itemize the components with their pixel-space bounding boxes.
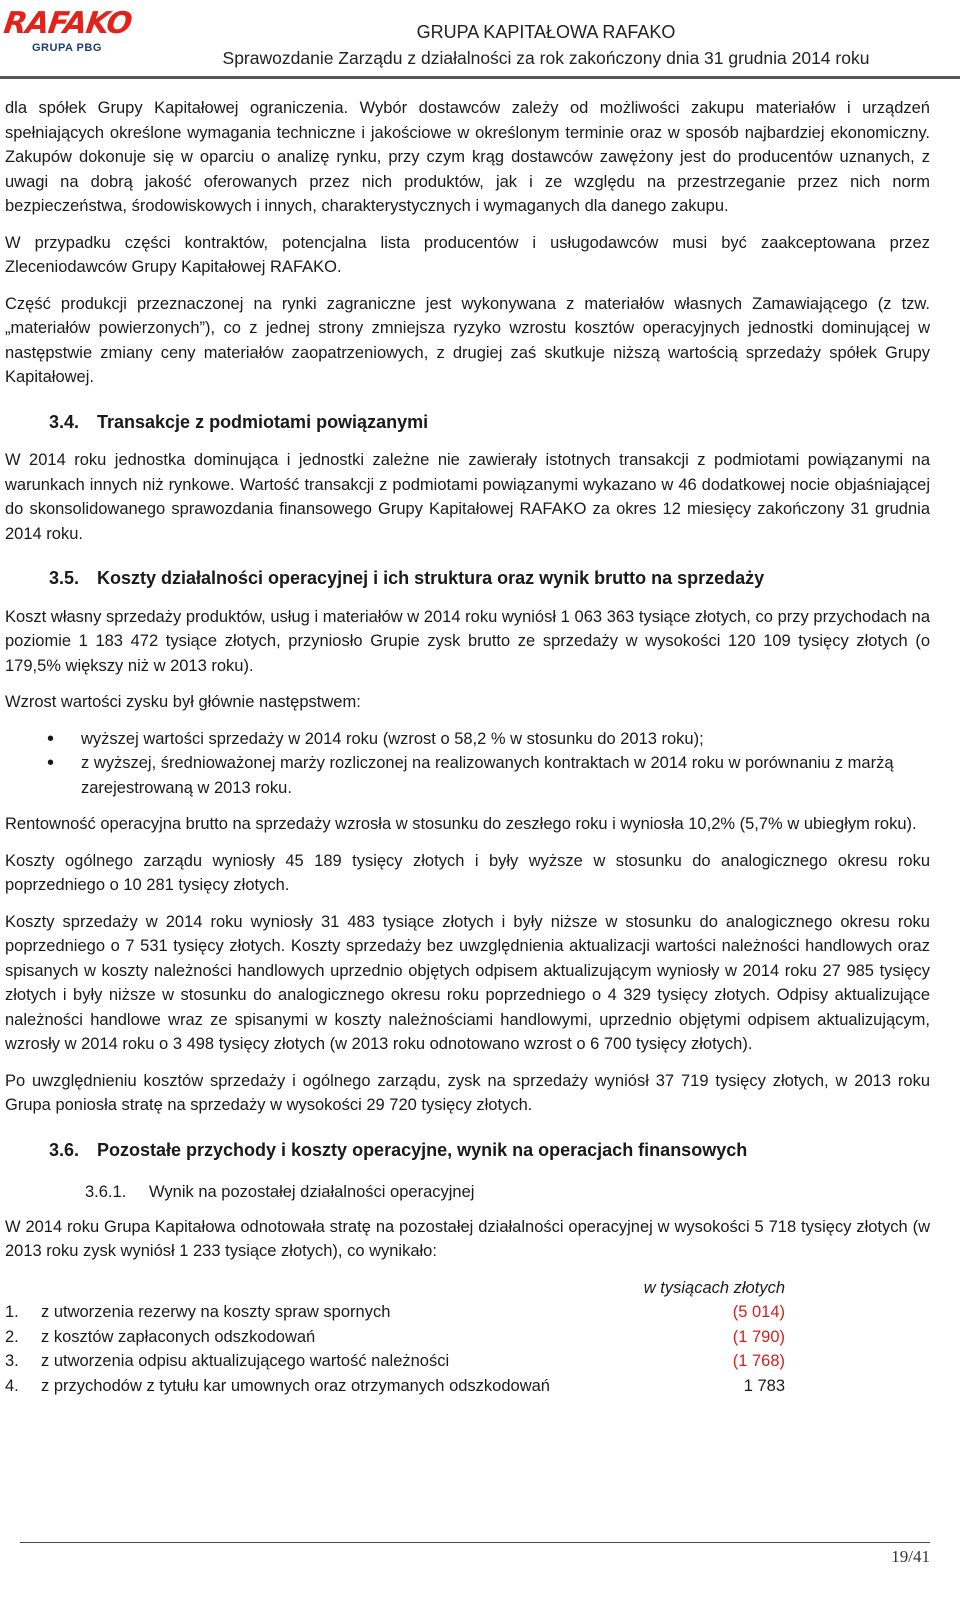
section-number: 3.4. [49,411,80,432]
subsection-heading-3-6-1 [85,1180,930,1205]
logo-subtitle: GRUPA PBG [32,42,102,54]
section-heading-3-4 [49,410,930,435]
header-divider [0,76,960,79]
subsection-title: Wynik na pozostałej działalności operacyjnej [149,1183,475,1201]
document-body [5,96,930,1398]
table-unit-label: w tysiącach złotych [643,1278,785,1297]
paragraph: W przypadku części kontraktów, potencjalna lista producentów i usługodawców musi być zaakceptowana przez Zleceniodawców Grupy Kapitałowej RAFAKO. [5,233,930,276]
row-label: z utworzenia odpisu aktualizującego wartość należności [41,1352,450,1370]
operating-result-table [5,1276,805,1399]
list-item: • z wyższej, średnioważonej marży rozliczonej na realizowanych kontraktach w 2014 roku w porównaniu z marżą zarejestrowaną w 2013 roku. [5,751,930,800]
row-value: (1 790) [732,1327,785,1346]
section-heading-3-5 [49,566,930,591]
section-number: 3.6. [49,1139,80,1160]
page-header [0,0,960,88]
row-label: z utworzenia rezerwy na koszty spraw spornych [41,1303,391,1321]
paragraph: dla spółek Grupy Kapitałowej ograniczenia. Wybór dostawców zależy od możliwości zakupu materiałów i urządzeń spełniających określone wymagania techniczne i jakościowe w określonym terminie oraz w sposób najbardziej ekonomiczny. Zakupów dokonuje się w oparciu o analizę rynku, przy czym krąg dostawców zawężony jest do producentów uznanych, z uwagi na dobrą jakość oferowanych przez nich produktów, jak i ze względu na przestrzeganie przez nich norm bezpieczeństwa, środowiskowych i innych, charakterystycznych i wymaganych dla danego zakupu. [5,99,930,215]
paragraph: Koszty ogólnego zarządu wyniosły 45 189 tysięcy złotych i były wyższe w stosunku do analogicznego okresu roku poprzedniego o 10 281 tysięcy złotych. [5,851,930,894]
paragraph: Koszty sprzedaży w 2014 roku wyniosły 31 483 tysiące złotych i były niższe w stosunku do analogicznego okresu roku poprzedniego o 7 531 tysięcy złotych. Koszty sprzedaży bez uwzględnienia aktualizacji wartości należności handlowych oraz spisanych w koszty należności handlowych uprzednio objętych odpisem aktualizującym wyniosły w 2014 roku 27 985 tysięcy złotych i były niższe w stosunku do analogicznego okresu roku poprzedniego o 4 329 tysięcy złotych. Odpisy aktualizujące należności handlowe wraz ze spisanymi w koszty należnościami handlowymi, uprzednio objętymi odpisem aktualizującym, wzrosły w 2014 roku o 3 498 tysięcy złotych (w 2013 roku odnotowano wzrost o 6 700 tysięcy złotych). [5,912,930,1053]
row-label: z przychodów z tytułu kar umownych oraz otrzymanych odszkodowań [41,1376,550,1395]
table-row [5,1349,805,1374]
paragraph: Wzrost wartości zysku był głównie następstwem: [5,693,361,711]
paragraph: Po uwzględnieniu kosztów sprzedaży i ogólnego zarządu, zysk na sprzedaży wyniósł 37 719 tysięcy złotych, w 2013 roku Grupa poniosła stratę na sprzedaży w wysokości 29 720 tysięcy złotych. [5,1071,930,1114]
section-title: Pozostałe przychody i koszty operacyjne, wynik na operacjach finansowych [97,1139,748,1160]
header-subtitle: Sprawozdanie Zarządu z działalności za rok zakończony dnia 31 grudnia 2014 roku [222,48,870,68]
row-number: 1. [5,1303,19,1321]
list-item: • wyższej wartości sprzedaży w 2014 roku (wzrost o 58,2 % w stosunku do 2013 roku); [5,727,930,752]
row-label: z kosztów zapłaconych odszkodowań [41,1327,316,1346]
subsection-number: 3.6.1. [85,1183,127,1201]
section-number: 3.5. [49,568,80,588]
section-title: Transakcje z podmiotami powiązanymi [97,411,429,432]
section-title: Koszty działalności operacyjnej i ich struktura oraz wynik brutto na sprzedaży [97,568,765,588]
section-heading-3-6 [49,1138,930,1163]
paragraph: W 2014 roku Grupa Kapitałowa odnotowała stratę na pozostałej działalności operacyjnej w wysokości 5 718 tysięcy złotych (w 2013 roku zysk wyniósł 1 233 tysiące złotych), co wynikało: [5,1217,930,1260]
bullet-list [5,727,930,801]
row-number: 4. [5,1376,19,1395]
row-number: 2. [5,1327,19,1346]
row-value: (5 014) [732,1303,785,1321]
paragraph: Rentowność operacyjna brutto na sprzedaży wzrosła w stosunku do zeszłego roku i wyniosła 10,2% (5,7% w ubiegłym roku). [5,815,917,833]
page-number: 19/41 [891,1547,930,1566]
rafako-logo [1,6,134,60]
header-title: GRUPA KAPITAŁOWA RAFAKO [416,22,676,42]
paragraph: Część produkcji przeznaczonej na rynki zagraniczne jest wykonywana z materiałów własnych Zamawiającego (z tzw. „materiałów powierzonych”), co z jednej strony zmniejsza ryzyko wzrostu kosztów operacyjnych jednostki dominującej w następstwie zmiany ceny materiałów zaopatrzeniowych, z drugiej zaś skutkuje niższą wartością sprzedaży spółek Grupy Kapitałowej. [5,294,930,386]
row-value: 1 783 [743,1376,785,1395]
logo-wordmark: RAFAKO [1,6,134,41]
paragraph: Koszt własny sprzedaży produktów, usług i materiałów w 2014 roku wyniósł 1 063 363 tysiące złotych, co przy przychodach na poziomie 1 183 472 tysiące złotych, przyniosło Grupie zysk brutto ze sprzedaży w wysokości 120 109 tysięcy złotych (o 179,5% większy niż w 2013 roku). [5,607,930,675]
row-value: (1 768) [732,1352,785,1370]
table-row [5,1300,805,1325]
table-header-row [5,1276,805,1301]
table-row [5,1374,805,1399]
paragraph: W 2014 roku jednostka dominująca i jednostki zależne nie zawierały istotnych transakcji z podmiotami powiązanymi na warunkach innych niż rynkowe. Wartość transakcji z podmiotami powiązanymi wykazano w 46 dodatkowej nocie objaśniającej do skonsolidowanego sprawozdania finansowego Grupy Kapitałowej RAFAKO za okres 12 miesięcy zakończony 31 grudnia 2014 roku. [5,451,930,543]
footer-divider [20,1542,930,1543]
row-number: 3. [5,1352,19,1370]
table-row [5,1325,805,1350]
